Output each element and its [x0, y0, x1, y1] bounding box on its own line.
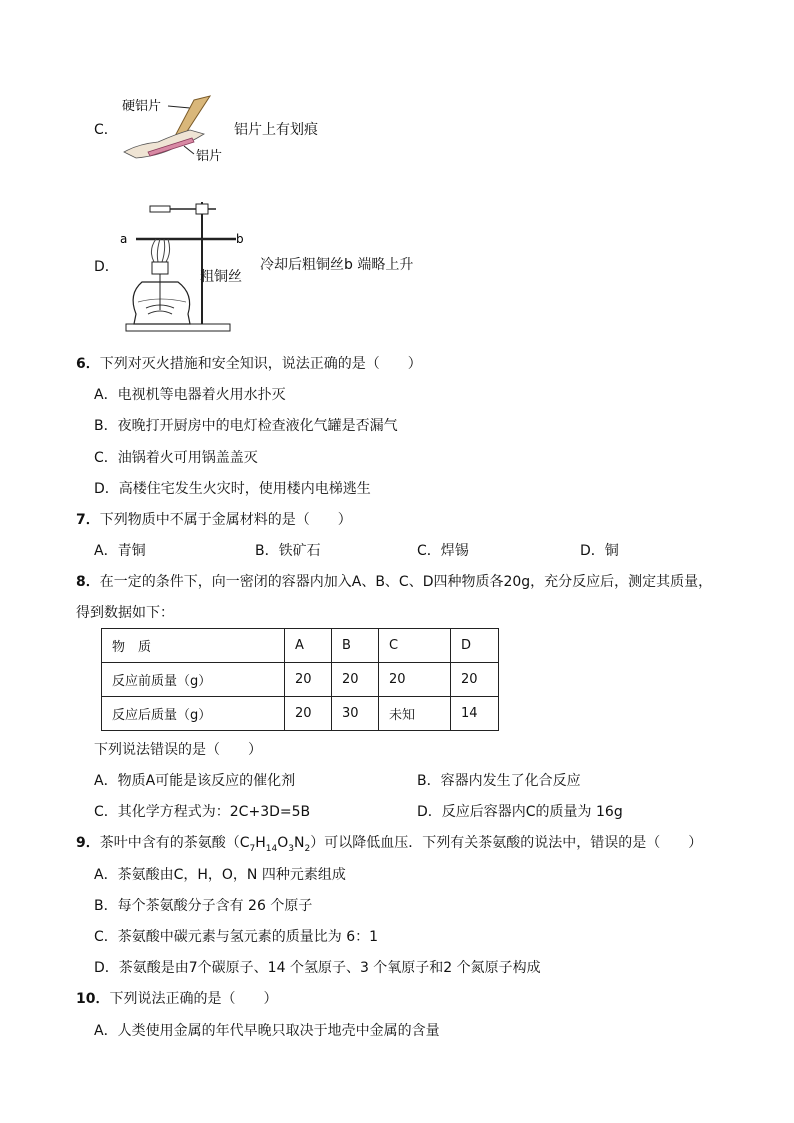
reaction-data-table: [101, 628, 499, 731]
table-header-cell: A: [285, 629, 332, 663]
formula-element: C: [239, 835, 250, 851]
question-number: 10．: [76, 991, 110, 1007]
question-9: [76, 832, 702, 854]
formula-subscript: 7: [249, 843, 256, 854]
figure-label-aluminum: 铝片: [196, 149, 223, 164]
figure-label-a: a: [120, 232, 128, 246]
q10-option-a: A．人类使用金属的年代早晚只取决于地壳中金属的含量: [94, 1023, 440, 1039]
formula-subscript: 3: [288, 843, 295, 854]
q9-option-d: D．茶氨酸是由7个碳原子、14 个氢原子、3 个氧原子和2 个氮原子构成: [94, 960, 541, 976]
formula-element: N: [294, 835, 305, 851]
q6-option-c: C．油锅着火可用锅盖盖灭: [94, 450, 258, 466]
q7-option-c: C．焊锡: [417, 543, 469, 559]
option-c-label: C．: [94, 122, 118, 138]
q8-prompt: 下列说法错误的是（ ）: [94, 742, 262, 758]
aluminum-scratch-figure: [118, 94, 228, 166]
table-cell: 20: [285, 663, 332, 697]
q6-option-d: D．高楼住宅发生火灾时，使用楼内电梯逃生: [94, 481, 371, 497]
table-cell: 未知: [379, 697, 451, 731]
q9-option-a: A．茶氨酸由C，H，O，N 四种元素组成: [94, 867, 346, 883]
question-text: 在一定的条件下，向一密闭的容器内加入A、B、C、D四种物质各20g，充分反应后，测定其质量，: [99, 574, 713, 590]
formula-element: H: [255, 835, 266, 851]
question-text: 下列说法正确的是（ ）: [109, 991, 278, 1007]
q8-option-a: A．物质A可能是该反应的催化剂: [94, 773, 296, 789]
q9-option-b: B．每个茶氨酸分子含有 26 个原子: [94, 898, 313, 914]
table-cell: 20: [332, 663, 379, 697]
q6-option-a: A．电视机等电器着火用水扑灭: [94, 387, 286, 403]
q7-option-b: B．铁矿石: [255, 543, 321, 559]
question-10: [76, 988, 277, 1008]
question-7: [76, 509, 352, 529]
flame-shape: [151, 239, 169, 262]
question-number: 7．: [76, 512, 100, 528]
question-number: 8．: [76, 574, 100, 590]
q8-option-d: D．反应后容器内C的质量为 16g: [417, 804, 623, 820]
table-cell: 20: [451, 663, 499, 697]
question-text: 下列物质中不属于金属材料的是（ ）: [99, 512, 352, 528]
q8-option-c: C．其化学方程式为：2C+3D=5B: [94, 804, 311, 820]
option-d-text: 冷却后粗铜丝b 端略上升: [260, 257, 414, 273]
question-8: [76, 571, 712, 591]
figure-label-b: b: [236, 232, 244, 246]
table-header-cell: D: [451, 629, 499, 663]
table-cell: 14: [451, 697, 499, 731]
formula-subscript: 14: [265, 843, 278, 854]
table-row: [102, 697, 499, 731]
question-text: 茶叶中含有的茶氨酸（: [99, 835, 240, 851]
table-cell: 反应后质量（g）: [102, 697, 285, 731]
question-text-continued: ）可以降低血压．下列有关茶氨酸的说法中，错误的是（ ）: [310, 835, 703, 851]
q6-option-b: B．夜晚打开厨房中的电灯检查液化气罐是否漏气: [94, 418, 398, 434]
table-cell: 20: [379, 663, 451, 697]
question-number: 6．: [76, 356, 100, 372]
question-8-text-line2: 得到数据如下：: [76, 605, 174, 621]
question-text: 下列对灭火措施和安全知识，说法正确的是（ ）: [99, 356, 422, 372]
question-number: 9．: [76, 835, 100, 851]
q8-option-b: B．容器内发生了化合反应: [417, 773, 581, 789]
table-header-row: [102, 629, 499, 663]
table-cell: 30: [332, 697, 379, 731]
q7-option-d: D．铜: [580, 543, 619, 559]
formula-element: O: [277, 835, 289, 851]
figure-label-thick-copper-wire: 粗铜丝: [200, 269, 242, 285]
q7-option-a: A．青铜: [94, 543, 146, 559]
chemical-formula: [239, 835, 311, 854]
table-cell: 反应前质量（g）: [102, 663, 285, 697]
table-header-cell: 物 质: [102, 629, 285, 663]
table-header-cell: C: [379, 629, 451, 663]
copper-wire-heating-figure: [116, 190, 256, 336]
option-d-label: D．: [94, 259, 119, 275]
q9-option-c: C．茶氨酸中碳元素与氢元素的质量比为 6：1: [94, 929, 379, 945]
question-6: [76, 353, 422, 373]
option-c-text: 铝片上有划痕: [234, 122, 318, 138]
table-cell: 20: [285, 697, 332, 731]
hand-shape: [124, 130, 204, 158]
table-row: [102, 663, 499, 697]
formula-subscript: 2: [304, 843, 311, 854]
alcohol-lamp-shape: [133, 282, 190, 324]
figure-label-hard-aluminum: 硬铝片: [122, 99, 162, 114]
table-header-cell: B: [332, 629, 379, 663]
